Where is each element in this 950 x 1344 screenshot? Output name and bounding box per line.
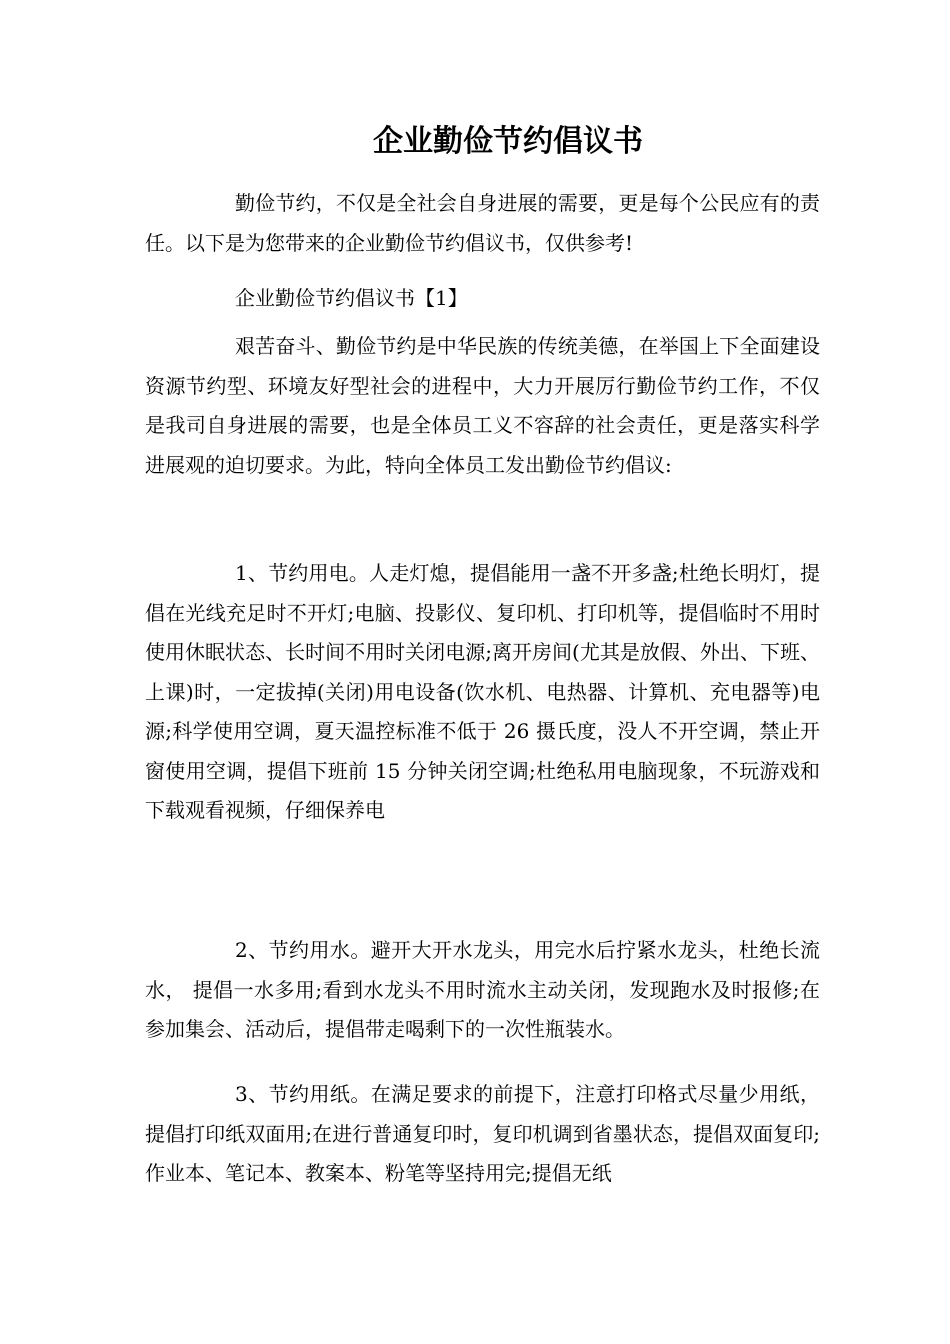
item-paper-paragraph: 3、节约用纸。在满足要求的前提下，注意打印格式尽量少用纸，提倡打印纸双面用;在进行普通复印时，复印机调到省墨状态，提倡双面复印;作业本、笔记本、教案本、粉笔等坚持用完;提倡无纸 <box>145 1082 820 1185</box>
item-water-paragraph: 2、节约用水。避开大开水龙头，用完水后拧紧水龙头，杜绝长流水， 提倡一水多用;看到水龙头不用时流水主动关闭，发现跑水及时报修;在参加集会、活动后，提倡带走喝剩下的一次性瓶装水。 <box>145 938 820 1041</box>
section-subtitle: 企业勤俭节约倡议书【1】 <box>235 286 468 310</box>
document-title: 企业勤俭节约倡议书 <box>373 124 643 159</box>
item-electricity-paragraph: 1、节约用电。人走灯熄，提倡能用一盏不开多盏;杜绝长明灯，提倡在光线充足时不开灯;电脑、投影仪、复印机、打印机等，提倡临时不用时使用休眠状态、长时间不用时关闭电源;离开房间(尤其是放假、外出、下班、上课)时，一定拔掉(关闭)用电设备(饮水机、电热器、计算机、充电器等)电源;科学使用空调，夏天温控标准不低于 26 摄氏度，没人不开空调，禁止开窗使用空调，提倡下班前 15 分钟关闭空调;杜绝私用电脑现象，不玩游戏和下载观看视频，仔细保养电 <box>145 561 820 822</box>
intro-paragraph: 勤俭节约，不仅是全社会自身进展的需要，更是每个公民应有的责任。以下是为您带来的企业勤俭节约倡议书，仅供参考! <box>145 191 820 255</box>
body-paragraph: 艰苦奋斗、勤俭节约是中华民族的传统美德，在举国上下全面建设资源节约型、环境友好型社会的进程中，大力开展厉行勤俭节约工作，不仅是我司自身进展的需要，也是全体员工义不容辞的社会责任，更是落实科学进展观的迫切要求。为此，特向全体员工发出勤俭节约倡议: <box>145 334 820 477</box>
